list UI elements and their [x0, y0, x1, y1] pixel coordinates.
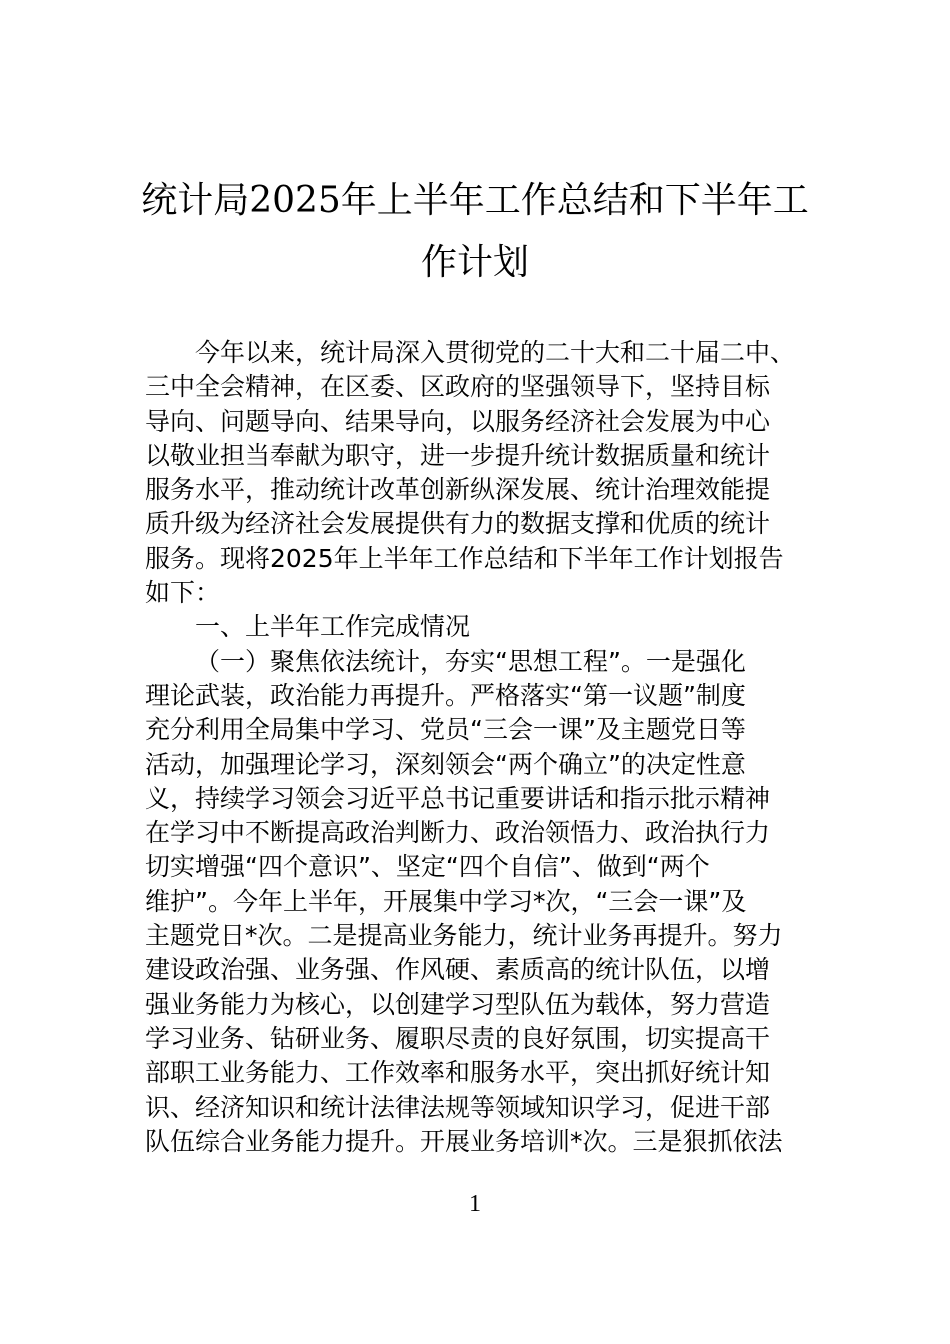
document-title	[140, 170, 810, 294]
paragraph-line: 义，持续学习领会习近平总书记重要讲话和指示批示精神	[145, 783, 771, 813]
document-body	[145, 336, 815, 1159]
paragraph-line: 切实增强“四个意识”、坚定“四个自信”、做到“两个	[145, 852, 710, 882]
paragraph-line: 维护”。今年上半年，开展集中学习*次，“三会一课”及	[145, 886, 747, 916]
paragraph-line: 强业务能力为核心，以创建学习型队伍为载体，努力营造	[145, 989, 771, 1019]
paragraph-line: 队伍综合业务能力提升。开展业务培训*次。三是狠抓依法	[145, 1126, 783, 1156]
paragraph-line: 学习业务、钻研业务、履职尽责的良好氛围，切实提高干	[145, 1023, 771, 1053]
paragraph-line: 今年以来，统计局深入贯彻党的二十大和二十届二中、	[195, 338, 796, 367]
title-line: 统计局2025年上半年工作总结和下半年工	[141, 180, 809, 221]
paragraph-line: 以敬业担当奉献为职守，进一步提升统计数据质量和统计	[145, 440, 771, 470]
section-heading: 一、上半年工作完成情况	[195, 612, 471, 642]
paragraph-line: （一）聚焦依法统计，夯实“思想工程”。一是强化	[195, 646, 746, 676]
paragraph-line: 三中全会精神，在区委、区政府的坚强领导下，坚持目标	[145, 372, 771, 402]
paragraph-line: 主题党日*次。二是提高业务能力，统计业务再提升。努力	[145, 921, 783, 951]
paragraph-line: 服务。现将2025年上半年工作总结和下半年工作计划报告	[145, 543, 784, 573]
paragraph-line: 部职工业务能力、工作效率和服务水平，突出抓好统计知	[145, 1058, 771, 1088]
paragraph-line: 在学习中不断提高政治判断力、政治领悟力、政治执行力	[145, 818, 771, 848]
page-number: 1	[469, 1191, 481, 1217]
paragraph-line: 导向、问题导向、结果导向，以服务经济社会发展为中心	[145, 406, 771, 436]
paragraph-line: 如下：	[145, 578, 221, 608]
title-line: 作计划	[420, 242, 529, 283]
paragraph-line: 建设政治强、业务强、作风硬、素质高的统计队伍，以增	[145, 955, 771, 985]
paragraph-line: 充分利用全局集中学习、党员“三会一课”及主题党日等	[145, 715, 746, 745]
paragraph-line: 识、经济知识和统计法律法规等领域知识学习，促进干部	[145, 1092, 771, 1122]
paragraph-line: 活动，加强理论学习，深刻领会“两个确立”的决定性意	[145, 749, 746, 779]
paragraph-line: 质升级为经济社会发展提供有力的数据支撑和优质的统计	[145, 509, 771, 539]
paragraph-line: 理论武装，政治能力再提升。严格落实“第一议题”制度	[145, 680, 746, 710]
paragraph-line: 服务水平，推动统计改革创新纵深发展、统计治理效能提	[145, 475, 771, 505]
